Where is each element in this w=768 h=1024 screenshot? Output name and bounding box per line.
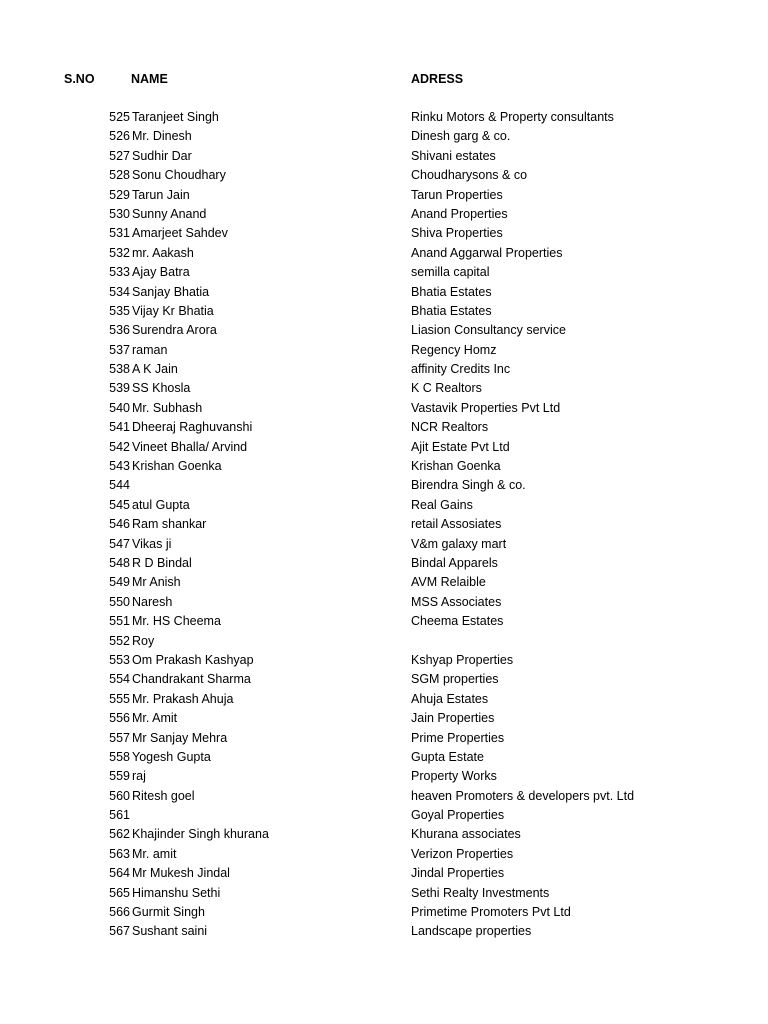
table-body bbox=[0, 108, 768, 942]
row-name: Vijay Kr Bhatia bbox=[132, 303, 214, 318]
row-sno: 537 bbox=[109, 342, 130, 357]
table-row bbox=[0, 864, 768, 883]
row-name: Mr Anish bbox=[132, 575, 181, 590]
row-name: R D Bindal bbox=[132, 555, 192, 570]
row-address: retail Assosiates bbox=[411, 517, 502, 532]
row-sno: 548 bbox=[109, 555, 130, 570]
row-name: Khajinder Singh khurana bbox=[132, 827, 269, 842]
row-address: V&m galaxy mart bbox=[411, 536, 507, 551]
row-sno: 543 bbox=[109, 459, 130, 474]
row-address: Bhatia Estates bbox=[411, 284, 492, 299]
row-sno: 557 bbox=[109, 730, 130, 745]
row-address: Landscape properties bbox=[411, 924, 532, 939]
table-row bbox=[0, 418, 768, 437]
row-address: Liasion Consultancy service bbox=[411, 323, 566, 338]
row-address: Cheema Estates bbox=[411, 614, 504, 629]
row-address: Birendra Singh & co. bbox=[411, 478, 526, 493]
row-name: Mr. Prakash Ahuja bbox=[132, 691, 234, 706]
table-row bbox=[0, 554, 768, 573]
row-name: Ram shankar bbox=[132, 517, 207, 532]
row-sno: 533 bbox=[109, 265, 130, 280]
row-sno: 535 bbox=[109, 303, 130, 318]
row-sno: 540 bbox=[109, 400, 130, 415]
row-name: Tarun Jain bbox=[132, 187, 190, 202]
row-name: Mr Mukesh Jindal bbox=[132, 866, 230, 881]
header-sno: S.NO bbox=[64, 72, 95, 86]
table-row bbox=[0, 302, 768, 321]
row-sno: 527 bbox=[109, 148, 130, 163]
row-sno: 563 bbox=[109, 846, 130, 861]
row-sno: 558 bbox=[109, 749, 130, 764]
row-name: Mr. HS Cheema bbox=[132, 614, 221, 629]
row-name: Himanshu Sethi bbox=[132, 885, 221, 900]
row-name: Sunny Anand bbox=[132, 206, 207, 221]
row-address: NCR Realtors bbox=[411, 420, 489, 435]
row-name: Vineet Bhalla/ Arvind bbox=[132, 439, 248, 454]
row-name: Sonu Choudhary bbox=[132, 168, 226, 183]
row-sno: 547 bbox=[109, 536, 130, 551]
row-sno: 549 bbox=[109, 575, 130, 590]
row-sno: 553 bbox=[109, 652, 130, 667]
row-name: Roy bbox=[132, 633, 155, 648]
table-row bbox=[0, 535, 768, 554]
row-address: Shivani estates bbox=[411, 148, 496, 163]
row-name: Ajay Batra bbox=[132, 265, 190, 280]
table-row bbox=[0, 651, 768, 670]
table-row bbox=[0, 399, 768, 418]
row-address: Jain Properties bbox=[411, 711, 495, 726]
table-row bbox=[0, 127, 768, 146]
table-row bbox=[0, 341, 768, 360]
row-sno: 555 bbox=[109, 691, 130, 706]
header-address: ADRESS bbox=[411, 72, 464, 86]
row-address: heaven Promoters & developers pvt. Ltd bbox=[411, 788, 635, 803]
table-row bbox=[0, 244, 768, 263]
row-sno: 544 bbox=[109, 478, 130, 493]
row-address: Anand Properties bbox=[411, 206, 508, 221]
row-sno: 554 bbox=[109, 672, 130, 687]
row-address: Gupta Estate bbox=[411, 749, 484, 764]
table-row bbox=[0, 709, 768, 728]
row-sno: 562 bbox=[109, 827, 130, 842]
row-sno: 534 bbox=[109, 284, 130, 299]
row-sno: 536 bbox=[109, 323, 130, 338]
row-name: Mr. Subhash bbox=[132, 400, 203, 415]
row-address: Regency Homz bbox=[411, 342, 497, 357]
row-address: Tarun Properties bbox=[411, 187, 503, 202]
table-row bbox=[0, 224, 768, 243]
row-name: Sanjay Bhatia bbox=[132, 284, 210, 299]
table-row bbox=[0, 787, 768, 806]
row-name: A K Jain bbox=[132, 362, 178, 377]
table-row bbox=[0, 573, 768, 592]
row-name: Mr. amit bbox=[132, 846, 177, 861]
row-name: Mr. Amit bbox=[132, 711, 178, 726]
row-sno: 546 bbox=[109, 517, 130, 532]
table-row bbox=[0, 321, 768, 340]
table-row bbox=[0, 205, 768, 224]
table-row bbox=[0, 360, 768, 379]
row-name: Amarjeet Sahdev bbox=[132, 226, 228, 241]
row-sno: 560 bbox=[109, 788, 130, 803]
table-row bbox=[0, 496, 768, 515]
row-address: Goyal Properties bbox=[411, 808, 505, 823]
row-sno: 566 bbox=[109, 905, 130, 920]
row-name: Mr Sanjay Mehra bbox=[132, 730, 228, 745]
row-sno: 567 bbox=[109, 924, 130, 939]
table-row bbox=[0, 593, 768, 612]
table-row bbox=[0, 903, 768, 922]
row-address: affinity Credits Inc bbox=[411, 362, 511, 377]
row-name: Gurmit Singh bbox=[132, 905, 205, 920]
table-row bbox=[0, 825, 768, 844]
row-sno: 525 bbox=[109, 110, 130, 124]
table-row bbox=[0, 283, 768, 302]
table-row bbox=[0, 108, 768, 127]
table-row bbox=[0, 379, 768, 398]
row-sno: 532 bbox=[109, 245, 130, 260]
row-sno: 556 bbox=[109, 711, 130, 726]
row-name: Om Prakash Kashyap bbox=[132, 652, 254, 667]
row-name: atul Gupta bbox=[132, 497, 190, 512]
row-address: Real Gains bbox=[411, 497, 473, 512]
row-address: Dinesh garg & co. bbox=[411, 129, 511, 144]
table-row bbox=[0, 690, 768, 709]
row-address: SGM properties bbox=[411, 672, 499, 687]
row-name: Naresh bbox=[132, 594, 173, 609]
row-address: Bindal Apparels bbox=[411, 555, 498, 570]
row-address: Bhatia Estates bbox=[411, 303, 492, 318]
table-row bbox=[0, 438, 768, 457]
row-address: Khurana associates bbox=[411, 827, 521, 842]
row-name: Sudhir Dar bbox=[132, 148, 192, 163]
row-sno: 530 bbox=[109, 206, 130, 221]
table-row bbox=[0, 632, 768, 651]
table-row bbox=[0, 748, 768, 767]
row-name: Krishan Goenka bbox=[132, 459, 222, 474]
row-address: Property Works bbox=[411, 769, 497, 784]
row-name: Ritesh goel bbox=[132, 788, 195, 803]
row-sno: 551 bbox=[109, 614, 130, 629]
row-address: Kshyap Properties bbox=[411, 652, 514, 667]
row-name: Dheeraj Raghuvanshi bbox=[132, 420, 253, 435]
row-name: raman bbox=[132, 342, 168, 357]
header-name: NAME bbox=[131, 72, 168, 86]
table-row bbox=[0, 729, 768, 748]
table-row bbox=[0, 806, 768, 825]
table-row bbox=[0, 884, 768, 903]
row-address: Ajit Estate Pvt Ltd bbox=[411, 439, 510, 454]
row-sno: 552 bbox=[109, 633, 130, 648]
row-address: Anand Aggarwal Properties bbox=[411, 245, 563, 260]
table-row bbox=[0, 147, 768, 166]
table-row bbox=[0, 612, 768, 631]
table-row bbox=[0, 186, 768, 205]
row-sno: 526 bbox=[109, 129, 130, 144]
row-address: semilla capital bbox=[411, 265, 490, 280]
row-sno: 545 bbox=[109, 497, 130, 512]
row-sno: 542 bbox=[109, 439, 130, 454]
row-name: raj bbox=[132, 769, 146, 784]
row-address: Verizon Properties bbox=[411, 846, 514, 861]
table-row bbox=[0, 457, 768, 476]
row-address: Vastavik Properties Pvt Ltd bbox=[411, 400, 561, 415]
table-row bbox=[0, 515, 768, 534]
table-row bbox=[0, 166, 768, 185]
row-address: AVM Relaible bbox=[411, 575, 486, 590]
row-address: Krishan Goenka bbox=[411, 459, 501, 474]
row-sno: 541 bbox=[109, 420, 130, 435]
table-header bbox=[0, 70, 768, 88]
table-row bbox=[0, 767, 768, 786]
row-address: Choudharysons & co bbox=[411, 168, 528, 183]
row-name: Taranjeet Singh bbox=[132, 110, 219, 124]
row-sno: 559 bbox=[109, 769, 130, 784]
row-sno: 531 bbox=[109, 226, 130, 241]
row-sno: 550 bbox=[109, 594, 130, 609]
row-sno: 565 bbox=[109, 885, 130, 900]
row-name: Yogesh Gupta bbox=[132, 749, 211, 764]
row-sno: 561 bbox=[109, 808, 130, 823]
row-address: Shiva Properties bbox=[411, 226, 503, 241]
table-row bbox=[0, 922, 768, 941]
row-address: Sethi Realty Investments bbox=[411, 885, 550, 900]
table-row bbox=[0, 476, 768, 495]
row-address: Ahuja Estates bbox=[411, 691, 489, 706]
row-sno: 539 bbox=[109, 381, 130, 396]
row-address: K C Realtors bbox=[411, 381, 482, 396]
row-address: Rinku Motors & Property consultants bbox=[411, 110, 614, 124]
row-address: Primetime Promoters Pvt Ltd bbox=[411, 905, 571, 920]
row-address: Prime Properties bbox=[411, 730, 505, 745]
row-sno: 564 bbox=[109, 866, 130, 881]
row-name: Chandrakant Sharma bbox=[132, 672, 251, 687]
table-row bbox=[0, 263, 768, 282]
row-name: Surendra Arora bbox=[132, 323, 217, 338]
row-address: Jindal Properties bbox=[411, 866, 505, 881]
row-name: Vikas ji bbox=[132, 536, 172, 551]
row-name: mr. Aakash bbox=[132, 245, 194, 260]
row-sno: 538 bbox=[109, 362, 130, 377]
row-name: Sushant saini bbox=[132, 924, 208, 939]
row-sno: 529 bbox=[109, 187, 130, 202]
table-row bbox=[0, 670, 768, 689]
row-name: SS Khosla bbox=[132, 381, 191, 396]
row-address: MSS Associates bbox=[411, 594, 502, 609]
table-row bbox=[0, 845, 768, 864]
row-name: Mr. Dinesh bbox=[132, 129, 192, 144]
row-sno: 528 bbox=[109, 168, 130, 183]
